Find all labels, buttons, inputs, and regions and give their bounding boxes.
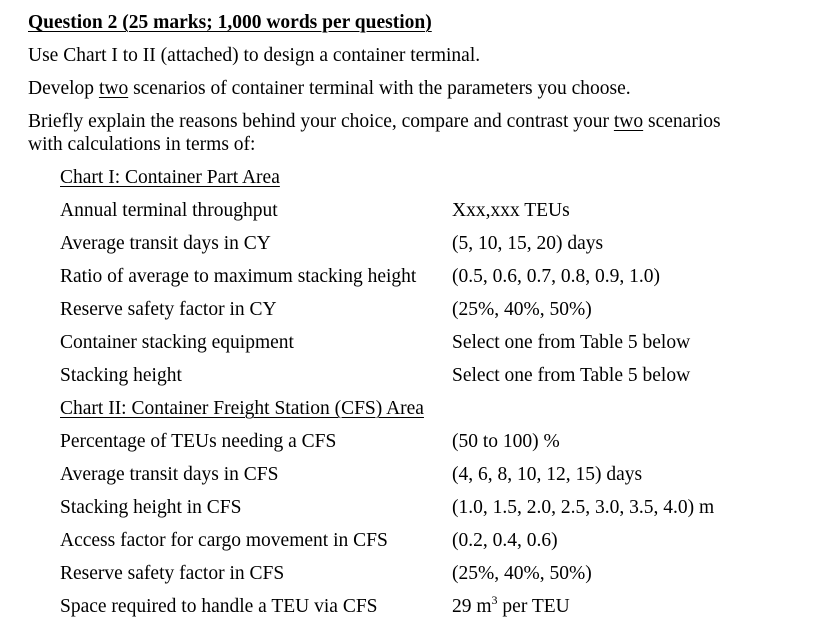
- chart2-row-label: Reserve safety factor in CFS: [60, 563, 285, 584]
- instruction-line-4: with calculations in terms of:: [28, 134, 256, 155]
- chart2-row-value: (0.2, 0.4, 0.6): [452, 530, 558, 551]
- chart1-row-value: (25%, 40%, 50%): [452, 299, 592, 320]
- instruction-line-3-emph: two: [613, 111, 644, 132]
- instruction-line-3: [28, 112, 721, 132]
- chart2-heading: Chart II: Container Freight Station (CFS) Area: [60, 398, 424, 419]
- chart2-row-label: Average transit days in CFS: [60, 464, 279, 485]
- chart2-row-value: (25%, 40%, 50%): [452, 563, 592, 584]
- chart1-row-label: Average transit days in CY: [60, 233, 271, 254]
- chart2-row-value: (4, 6, 8, 10, 12, 15) days: [452, 464, 643, 485]
- chart2-row-value: (1.0, 1.5, 2.0, 2.5, 3.0, 3.5, 4.0) m: [452, 497, 715, 518]
- chart1-row-value: (0.5, 0.6, 0.7, 0.8, 0.9, 1.0): [452, 266, 660, 287]
- chart1-row-value: (5, 10, 15, 20) days: [452, 233, 604, 254]
- chart1-row-label: Annual terminal throughput: [60, 200, 278, 221]
- space-value-unit: per TEU: [497, 596, 570, 617]
- chart2-row-label: Stacking height in CFS: [60, 497, 242, 518]
- instruction-line-2: [28, 79, 631, 99]
- chart1-heading: Chart I: Container Part Area: [60, 167, 280, 188]
- chart1-row-value: Select one from Table 5 below: [452, 332, 691, 353]
- chart1-row-label: Container stacking equipment: [60, 332, 294, 353]
- chart1-row-value: Select one from Table 5 below: [452, 365, 691, 386]
- instruction-line-2-post: scenarios of container terminal with the parameters you choose.: [128, 78, 631, 99]
- chart2-row-value: (50 to 100) %: [452, 431, 560, 452]
- chart2-row-label: Percentage of TEUs needing a CFS: [60, 431, 337, 452]
- chart2-row-value: [452, 593, 570, 617]
- instruction-line-2-emph: two: [98, 78, 129, 99]
- instruction-line-3-pre: Briefly explain the reasons behind your choice, compare and contrast your: [28, 111, 614, 132]
- instruction-line-3-post: scenarios: [643, 111, 721, 132]
- chart1-row-label: Stacking height: [60, 365, 182, 386]
- question-title: Question 2 (25 marks; 1,000 words per question): [28, 12, 432, 33]
- chart2-row-label: Space required to handle a TEU via CFS: [60, 596, 378, 617]
- space-value-number: 29 m: [452, 596, 492, 617]
- chart1-row-label: Reserve safety factor in CY: [60, 299, 277, 320]
- chart2-row-label: Access factor for cargo movement in CFS: [60, 530, 388, 551]
- instruction-line-1: Use Chart I to II (attached) to design a container terminal.: [28, 45, 481, 66]
- instruction-line-2-pre: Develop: [28, 78, 99, 99]
- cubic-superscript: 3: [491, 593, 498, 607]
- chart1-row-label: Ratio of average to maximum stacking height: [60, 266, 417, 287]
- chart1-row-value: Xxx,xxx TEUs: [452, 200, 570, 221]
